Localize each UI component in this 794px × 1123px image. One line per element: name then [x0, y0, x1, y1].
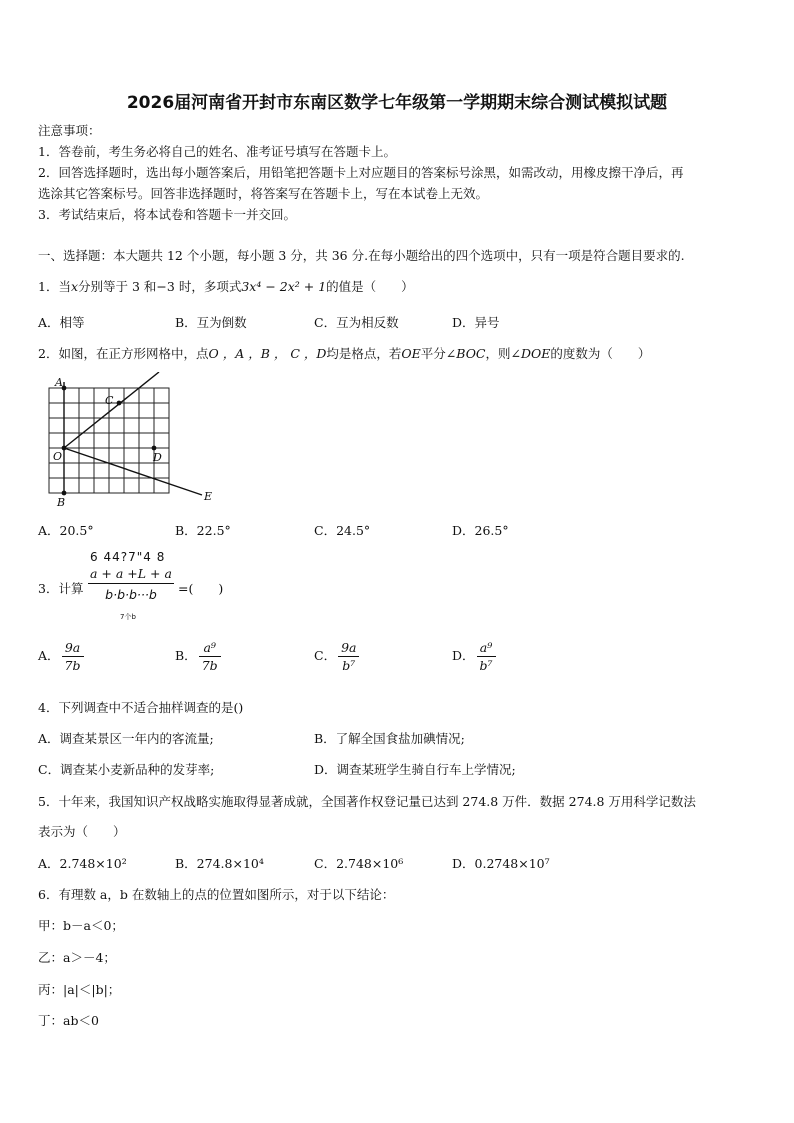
- notice-item-2-line-2: 选涂其它答案标号。回答非选择题时，将答案写在答题卡上，写在本试卷上无效。: [38, 186, 489, 201]
- q1-option-c: C．互为相反数: [314, 315, 399, 330]
- q2-text-c: 平分: [420, 346, 446, 361]
- question-5-line-2: 表示为（ ）: [38, 824, 126, 839]
- q3-option-b-num: a⁹: [199, 640, 221, 657]
- q4-option-d: D．调查某班学生骑自行车上学情况;: [314, 762, 516, 777]
- q4-option-c: C．调查某小麦新品种的发芽率;: [38, 762, 215, 777]
- label-e: E: [204, 490, 213, 503]
- q3-option-c-den: b⁷: [342, 658, 356, 673]
- q2-doe: ∠DOE: [510, 346, 551, 361]
- q3-option-a-fraction: [62, 640, 84, 673]
- question-2: [38, 344, 650, 362]
- question-4: 4．下列调查中不适合抽样调查的是(): [38, 700, 244, 715]
- q6-statement-1: 甲：b－a＜0；: [38, 918, 124, 933]
- q6-statement-4: 丁：ab＜0: [38, 1013, 99, 1028]
- q2-boc: ∠BOC: [445, 346, 486, 361]
- notice-item-2-line-1: 2．回答选择题时，选出每小题答案后，用铅笔把答题卡上对应题目的答案标号涂黑，如需改动，用橡皮擦干净后，再: [38, 165, 684, 180]
- q5-option-a: A．2.748×10²: [38, 856, 127, 871]
- label-o: O: [53, 450, 63, 463]
- question-6: 6．有理数 a，b 在数轴上的点的位置如图所示，对于以下结论：: [38, 887, 395, 902]
- q5-option-b: B．274.8×10⁴: [175, 856, 264, 871]
- ray-oe: [64, 448, 202, 495]
- q2-oe: OE: [401, 346, 421, 361]
- q1-suffix: 的值是（ ）: [326, 279, 414, 294]
- q3-option-a-letter: A．: [38, 648, 60, 663]
- q5-option-c: C．2.748×10⁶: [314, 856, 404, 871]
- q3-garbled-bottom: 7个b: [120, 613, 136, 621]
- q3-option-d: [452, 640, 498, 673]
- point-b: [62, 491, 67, 496]
- q3-option-d-num: a⁹: [477, 640, 496, 657]
- q1-option-a: A．相等: [38, 315, 85, 330]
- section-heading: 一、选择题：本大题共 12 个小题，每小题 3 分，共 36 分.在每小题给出的四个选项中，只有一项是符合题目要求的.: [38, 248, 685, 263]
- point-c: [117, 401, 122, 406]
- q2-text-b: 均是格点，若: [326, 346, 402, 361]
- q3-option-a-num: 9a: [62, 640, 84, 657]
- q3-option-a-den: 7b: [64, 658, 81, 673]
- q3-suffix: =( ): [178, 581, 224, 596]
- q2-text-a: 2．如图，在正方形网格中，点: [38, 346, 209, 361]
- q6-statement-2: 乙：a＞－4；: [38, 950, 116, 965]
- q2-text-d: ，则: [485, 346, 511, 361]
- q3-prefix: 3．计算: [38, 581, 84, 596]
- q3-denominator: b·b·b···b: [105, 587, 157, 602]
- q2-option-b: B．22.5°: [175, 523, 231, 538]
- point-d: [152, 446, 157, 451]
- q5-option-d: D．0.2748×10⁷: [452, 856, 550, 871]
- q3-option-b-den: 7b: [201, 658, 218, 673]
- q2-option-d: D．26.5°: [452, 523, 509, 538]
- label-c: C: [105, 394, 114, 407]
- q4-option-b: B．了解全国食盐加碘情况;: [314, 731, 465, 746]
- q3-option-d-den: b⁷: [479, 658, 493, 673]
- q3-option-c-letter: C．: [314, 648, 337, 663]
- q6-statement-3: 丙：|a|＜|b|；: [38, 982, 121, 997]
- point-o: [62, 446, 67, 451]
- q1-expr: 3x⁴ − 2x² + 1: [241, 279, 327, 294]
- q2-option-a: A．20.5°: [38, 523, 94, 538]
- q3-option-c-num: 9a: [338, 640, 359, 657]
- q2-text-e: 的度数为（ ）: [550, 346, 651, 361]
- q3-option-c: [314, 640, 361, 673]
- q3-garbled-top: 6 44?7"4 8: [90, 550, 166, 564]
- q1-mid: 分别等于 3 和−3 时，多项式: [78, 279, 242, 294]
- q1-prefix: 1．当: [38, 279, 71, 294]
- q3-numerator: a + a +L + a: [88, 566, 174, 584]
- grid-figure: [44, 372, 224, 512]
- notice-item-1: 1．答卷前，考生务必将自己的姓名、准考证号填写在答题卡上。: [38, 144, 396, 159]
- label-d: D: [153, 451, 162, 464]
- q1-option-b: B．互为倒数: [175, 315, 247, 330]
- q3-option-a: [38, 640, 86, 673]
- question-1: [38, 277, 414, 295]
- q3-fraction: [88, 566, 174, 602]
- q2-option-c: C．24.5°: [314, 523, 371, 538]
- page-title: 2026届河南省开封市东南区数学七年级第一学期期末综合测试模拟试题: [126, 93, 668, 113]
- q1-option-d: D．异号: [452, 315, 500, 330]
- q3-option-b-fraction: [199, 640, 221, 673]
- q3-option-d-letter: D．: [452, 648, 475, 663]
- q3-option-c-fraction: [338, 640, 359, 673]
- notice-heading: 注意事项：: [38, 123, 101, 138]
- q3-option-b: [175, 640, 223, 673]
- q4-option-a: A．调查某景区一年内的客流量;: [38, 731, 214, 746]
- question-5-line-1: 5．十年来，我国知识产权战略实施取得显著成就，全国著作权登记量已达到 274.8 万件．数据 274.8 万用科学记数法: [38, 794, 696, 809]
- notice-item-3: 3．考试结束后，将本试卷和答题卡一并交回。: [38, 207, 296, 222]
- ray-oc: [64, 372, 159, 448]
- q1-var: x: [70, 279, 79, 294]
- q3-option-b-letter: B．: [175, 648, 197, 663]
- q3-option-d-fraction: [477, 640, 496, 673]
- q2-points: O ，A ，B ， C ，D: [208, 346, 327, 361]
- label-b: B: [57, 496, 66, 509]
- label-a: A: [55, 376, 63, 389]
